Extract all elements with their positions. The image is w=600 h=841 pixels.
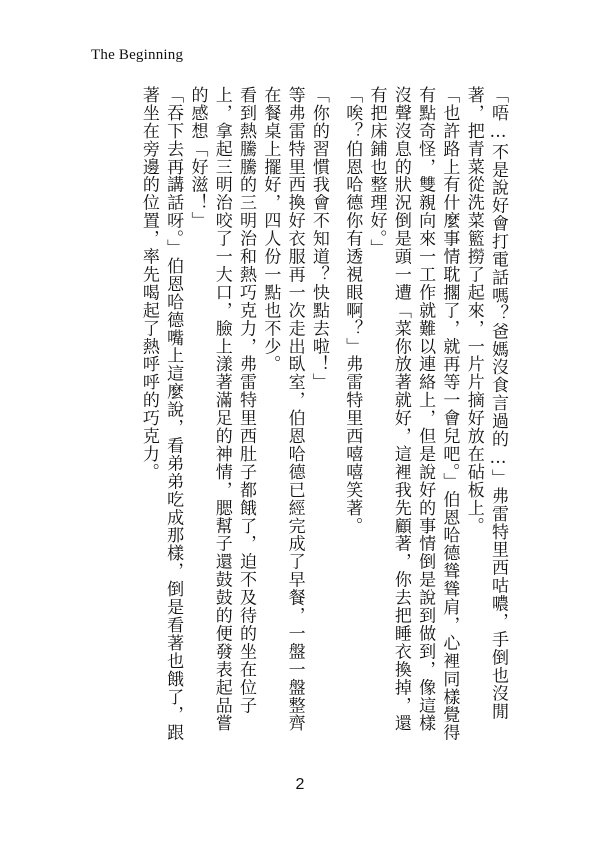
paragraph: 「唉？伯恩哈德你有透視眼啊？」弗雷特里西嘻嘻笑著。 <box>342 86 363 535</box>
paragraph: 「也許路上有什麼事情耽擱了，就再等一會兒吧。」伯恩哈德聳聳肩，心裡同樣覺得有點奇怪，雙親向來一工作就難以連絡上，但是說好的事情倒是說到做到，像這樣沒聲沒息的狀況倒是頭一遭「菜你放著就好，這裡我先顧著，你去把睡衣換掉，還有把床鋪也整理好。」 <box>366 86 460 742</box>
paragraph: 「唔…不是說好會打電話嗎？爸媽沒食言過的…」弗雷特里西咕噥，手倒也沒閒著，把青菜從洗菜籃撈了起來，一片片摘好放在砧板上。 <box>463 86 508 721</box>
page-number: 2 <box>295 776 305 793</box>
paragraph: 看到熱騰騰的三明治和熱巧克力，弗雷特里西肚子都餓了，迫不及待的坐在位子上，拿起三明治咬了一大口，臉上漾著滿足的神情，腮幫子還鼓鼓的便發表起品嘗的感想「好滋！」 <box>187 86 257 733</box>
paragraph: 等弗雷特里西換好衣服再一次走出臥室，伯恩哈德已經完成了早餐，一盤一盤整齊在餐桌上擺好，四人份一點也不少。 <box>260 86 305 733</box>
paragraph: 「吞下去再講話呀。」伯恩哈德嘴上這麼說，看弟弟吃成那樣，倒是看著也餓了，跟著坐在旁邊的位置，率先喝起了熱呼呼的巧克力。 <box>138 86 184 742</box>
vertical-text-body <box>100 86 510 748</box>
paragraph: 「你的習慣我會不知道？快點去啦！」 <box>308 86 329 392</box>
running-header: The Beginning <box>91 47 184 63</box>
